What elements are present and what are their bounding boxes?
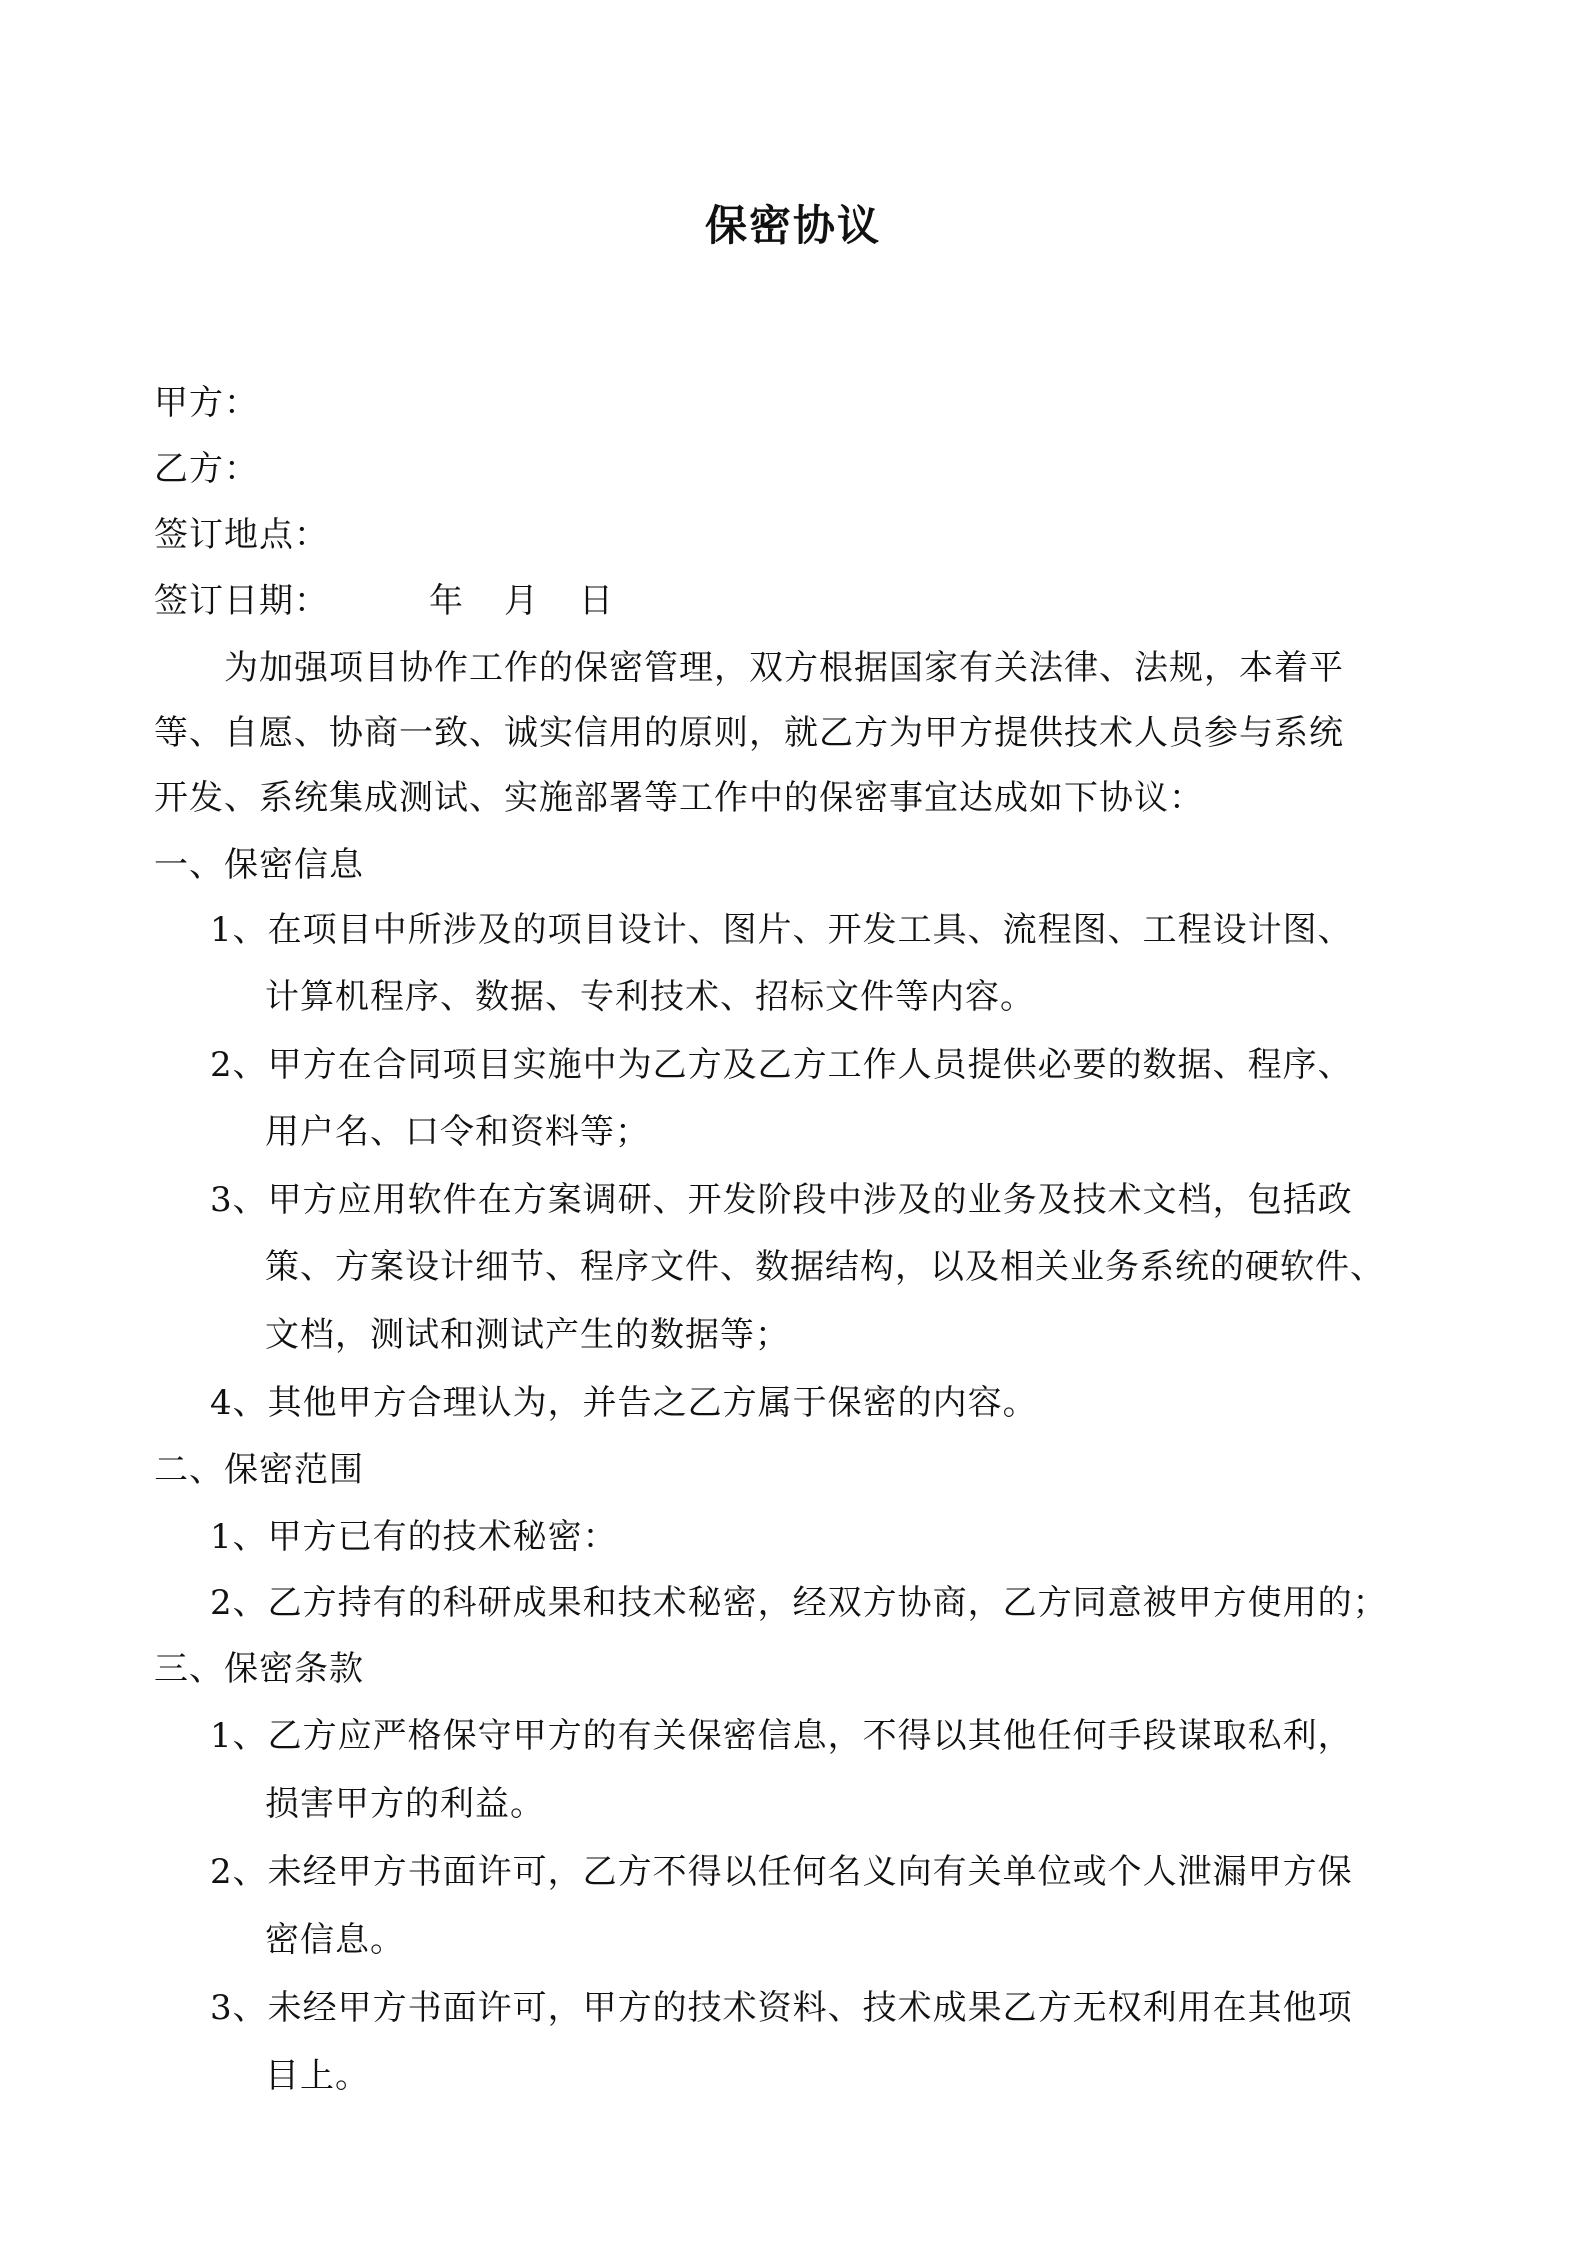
section-2-item-1-line-1: 1、甲方已有的技术秘密： (210, 1517, 618, 1557)
sign-place-field: 签订地点： (154, 515, 329, 555)
section-3-heading: 三、保密条款 (154, 1649, 364, 1689)
party-b-field: 乙方： (154, 449, 259, 489)
section-1-item-2-line-1: 2、甲方在合同项目实施中为乙方及乙方工作人员提供必要的数据、程序、 (210, 1045, 1353, 1085)
intro-line-2: 等、自愿、协商一致、诚实信用的原则，就乙方为甲方提供技术人员参与系统 (154, 713, 1344, 753)
section-1-item-2-line-2: 用户名、口令和资料等； (265, 1112, 650, 1152)
section-2-heading: 二、保密范围 (154, 1450, 364, 1490)
section-1-heading: 一、保密信息 (154, 845, 364, 885)
sign-date-month: 月 (504, 581, 539, 621)
section-2-item-2-line-1: 2、乙方持有的科研成果和技术秘密，经双方协商，乙方同意被甲方使用的； (210, 1583, 1388, 1623)
intro-line-3: 开发、系统集成测试、实施部署等工作中的保密事宜达成如下协议： (154, 778, 1204, 818)
section-3-item-2-line-1: 2、未经甲方书面许可，乙方不得以任何名义向有关单位或个人泄漏甲方保 (210, 1852, 1353, 1892)
section-3-item-3-line-2: 目上。 (265, 2056, 370, 2096)
sign-date-day: 日 (579, 581, 614, 621)
document-title: 保密协议 (704, 201, 881, 250)
sign-date-label: 签订日期： (154, 581, 329, 621)
section-1-item-3-line-1: 3、甲方应用软件在方案调研、开发阶段中涉及的业务及技术文档，包括政 (210, 1180, 1353, 1220)
section-3-item-1-line-1: 1、乙方应严格保守甲方的有关保密信息，不得以其他任何手段谋取私利， (210, 1716, 1353, 1756)
intro-line-1: 为加强项目协作工作的保密管理，双方根据国家有关法律、法规，本着平 (224, 648, 1344, 688)
section-3-item-3-line-1: 3、未经甲方书面许可，甲方的技术资料、技术成果乙方无权利用在其他项 (210, 1988, 1353, 2028)
section-1-item-3-line-2: 策、方案设计细节、程序文件、数据结构，以及相关业务系统的硬软件、 (265, 1247, 1385, 1287)
section-1-item-4-line-1: 4、其他甲方合理认为，并告之乙方属于保密的内容。 (210, 1383, 1038, 1423)
section-1-item-1-line-2: 计算机程序、数据、专利技术、招标文件等内容。 (265, 977, 1035, 1017)
section-1-item-1-line-1: 1、在项目中所涉及的项目设计、图片、开发工具、流程图、工程设计图、 (210, 910, 1353, 950)
section-1-item-3-line-3: 文档，测试和测试产生的数据等； (265, 1315, 790, 1355)
section-3-item-2-line-2: 密信息。 (265, 1920, 405, 1960)
sign-date-field (154, 576, 1444, 626)
sign-date-year: 年 (429, 581, 464, 621)
party-a-field: 甲方： (154, 383, 259, 423)
section-3-item-1-line-2: 损害甲方的利益。 (265, 1784, 545, 1824)
